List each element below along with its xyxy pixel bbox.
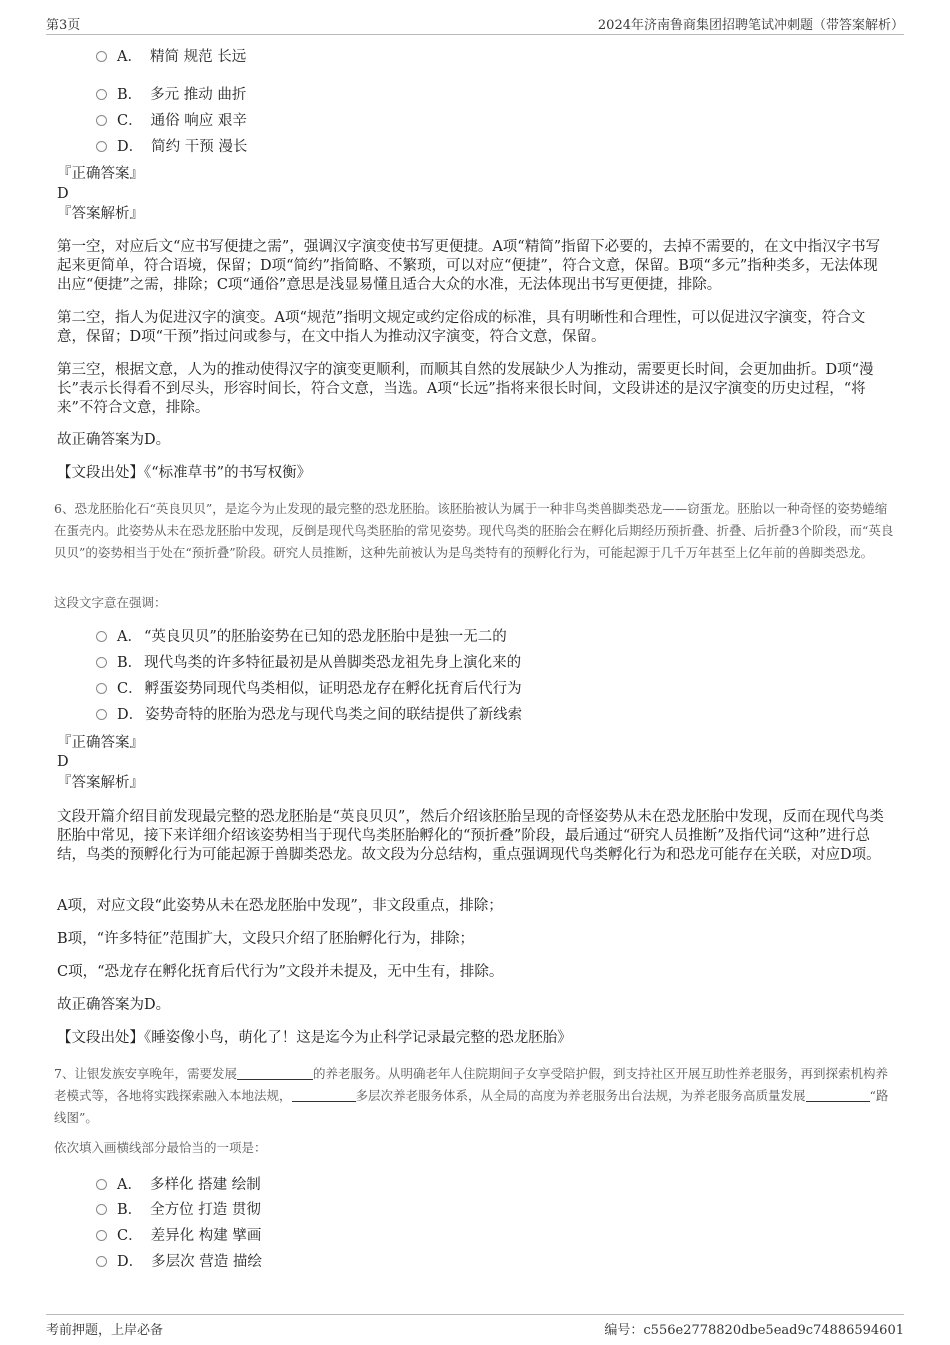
analysis-conclusion: 故正确答案为D。 <box>57 997 171 1013</box>
answer-heading: 『正确答案』 <box>57 166 144 182</box>
radio-button[interactable] <box>96 89 107 100</box>
analysis-paragraph: B项，“许多特征”范围扩大，文段只介绍了胚胎孵化行为，排除； <box>57 931 474 947</box>
radio-button[interactable] <box>96 683 107 694</box>
analysis-paragraph: A项，对应文段“此姿势从未在恐龙胚胎中发现”，非文段重点，排除； <box>57 898 503 914</box>
option-b[interactable]: B． 现代鸟类的许多特征最初是从兽脚类恐龙祖先身上演化来的 <box>96 653 521 673</box>
option-b[interactable]: B． 多元 推动 曲折 <box>96 85 246 105</box>
radio-button[interactable] <box>96 1204 107 1215</box>
option-c[interactable]: C． 通俗 响应 艰辛 <box>96 111 247 131</box>
fill-blank <box>237 1067 313 1080</box>
radio-button[interactable] <box>96 1256 107 1267</box>
radio-button[interactable] <box>96 115 107 126</box>
option-c[interactable]: C． 孵蛋姿势同现代鸟类相似，证明恐龙存在孵化抚育后代行为 <box>96 679 522 699</box>
analysis-paragraph: 第三空，根据文意，人为的推动使得汉字的演变更顺利，而顺其自然的发展缺少人为推动，需要更长时间，会更加曲折。D项“漫长”表示长得看不到尽头，形容时间长，符合文意，当选。A项“长远”指将来很长时间，文段讲述的是汉字演变的历史过程，“将来”不符合文意，排除。 <box>57 362 874 416</box>
analysis-conclusion: 故正确答案为D。 <box>57 432 171 448</box>
footer-slogan: 考前押题，上岸必备 <box>46 1323 164 1338</box>
page-header <box>46 12 904 35</box>
question-stem: 6、恐龙胚胎化石“英良贝贝”，是迄今为止发现的最完整的恐龙胚胎。该胚胎被认为属于一种非鸟类兽脚类恐龙——窃蛋龙。胚胎以一种奇怪的姿势蜷缩在蛋壳内。此姿势从未在恐龙胚胎中发现，反倒是现代鸟类胚胎的常见姿势。现代鸟类的胚胎会在孵化后期经历预折叠、折叠、后折叠3个阶段，而“英良贝贝”的姿势相当于处在“预折叠”阶段。研究人员推断，这种先前被认为是鸟类特有的预孵化行为，可能起源于几千万年甚至上亿年前的兽脚类恐龙。 <box>54 501 894 560</box>
question-prompt: 这段文字意在强调： <box>54 595 167 610</box>
answer-heading: 『正确答案』 <box>57 735 144 751</box>
option-d[interactable]: D． 姿势奇特的胚胎为恐龙与现代鸟类之间的联结提供了新线索 <box>96 705 522 725</box>
analysis-heading: 『答案解析』 <box>57 775 144 791</box>
question-stem: 7、让银发族安享晚年，需要发展 的养老服务。从明确老年人住院期间子女享受陪护假，到支持社区开展互助性养老服务，再到探索机构养老模式等，各地将实践探索融入本地法规， 多层次养老服务体系，从全局的高度为养老服务出台法规，为养老服务高质量发展 “路线图”。 <box>54 1066 889 1125</box>
option-d[interactable]: D． 简约 干预 漫长 <box>96 137 247 157</box>
analysis-paragraph: C项，“恐龙存在孵化抚育后代行为”文段并未提及，无中生有，排除。 <box>57 964 504 980</box>
radio-button[interactable] <box>96 141 107 152</box>
option-d[interactable]: D． 多层次 营造 描绘 <box>96 1252 262 1272</box>
answer-value: D <box>57 754 69 770</box>
radio-button[interactable] <box>96 709 107 720</box>
option-a[interactable]: A． 精简 规范 长远 <box>96 47 246 67</box>
fill-blank <box>292 1089 356 1102</box>
analysis-paragraph: 第二空，指人为促进汉字的演变。A项“规范”指明文规定或约定俗成的标准，具有明晰性和合理性，可以促进汉字演变，符合文意，保留；D项“干预”指过问或参与，在文中指人为推动汉字演变，符合文意，保留。 <box>57 310 866 345</box>
fill-blank <box>806 1089 870 1102</box>
radio-button[interactable] <box>96 1230 107 1241</box>
option-a[interactable]: A． “英良贝贝”的胚胎姿势在已知的恐龙胚胎中是独一无二的 <box>96 627 507 647</box>
option-b[interactable]: B． 全方位 打造 贯彻 <box>96 1200 261 1220</box>
answer-value: D <box>57 186 69 202</box>
source-citation: 【文段出处】《睡姿像小鸟，萌化了！这是迄今为止科学记录最完整的恐龙胚胎》 <box>57 1030 572 1046</box>
radio-button[interactable] <box>96 1179 107 1190</box>
radio-button[interactable] <box>96 631 107 642</box>
analysis-paragraph: 第一空，对应后文“应书写便捷之需”，强调汉字演变使书写更便捷。A项“精简”指留下必要的，去掉不需要的，在文中指汉字书写起来更简单，符合语境，保留；D项“简约”指简略、不繁琐，可以对应“便捷”，符合文意，保留。B项“多元”指种类多，无法体现出应“便捷”之需，排除；C项“通俗”意思是浅显易懂且适合大众的水准，无法体现出书写更便捷，排除。 <box>57 239 881 293</box>
analysis-paragraph: 文段开篇介绍目前发现最完整的恐龙胚胎是“英良贝贝”，然后介绍该胚胎呈现的奇怪姿势从未在恐龙胚胎中发现，反而在现代鸟类胚胎中常见，接下来详细介绍该姿势相当于现代鸟类胚胎孵化的“预折叠”阶段，最后通过“研究人员推断”及指代词“这种”进行总结，鸟类的预孵化行为可能起源于兽脚类恐龙。故文段为分总结构，重点强调现代鸟类孵化行为和恐龙可能存在关联，对应D项。 <box>57 809 884 863</box>
radio-button[interactable] <box>96 51 107 62</box>
question-prompt: 依次填入画横线部分最恰当的一项是： <box>54 1140 267 1155</box>
document-id: 编号：c556e2778820dbe5ead9c74886594601 <box>604 1323 904 1338</box>
source-citation: 【文段出处】《“标准草书”的书写权衡》 <box>57 465 312 481</box>
radio-button[interactable] <box>96 657 107 668</box>
option-a[interactable]: A． 多样化 搭建 绘制 <box>96 1175 261 1195</box>
page-footer <box>46 1314 904 1339</box>
option-c[interactable]: C． 差异化 构建 擘画 <box>96 1226 261 1246</box>
document-title: 2024年济南鲁商集团招聘笔试冲刺题（带答案解析） <box>597 18 904 33</box>
analysis-heading: 『答案解析』 <box>57 206 144 222</box>
page-number: 第3页 <box>46 18 81 33</box>
